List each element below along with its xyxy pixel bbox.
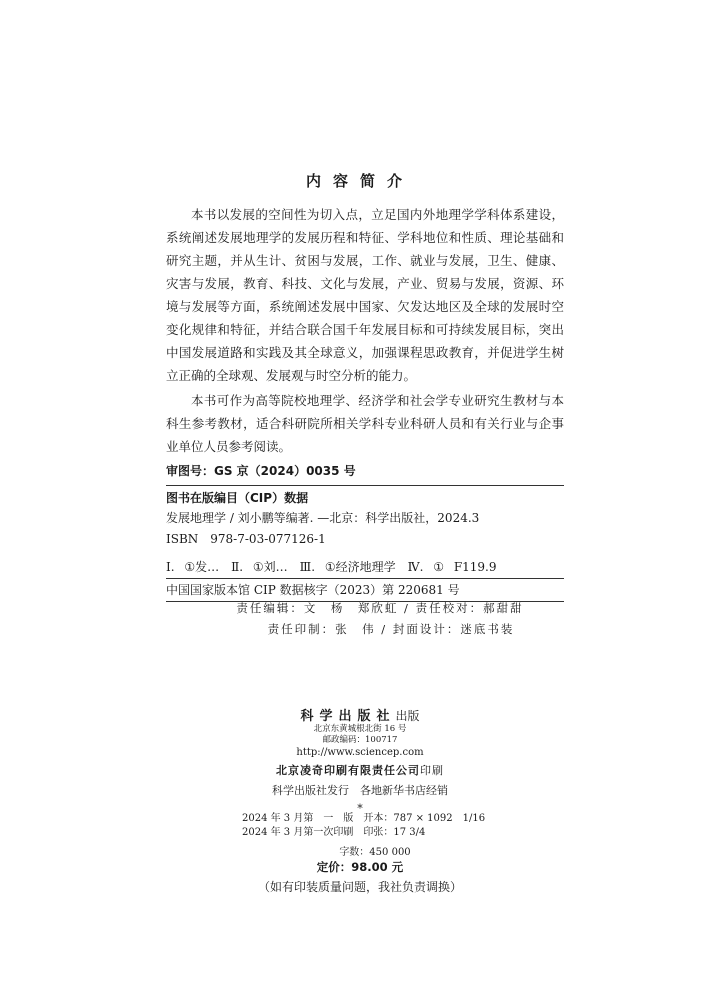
printer-name: 北京凌奇印刷有限责任公司 xyxy=(276,764,420,777)
publisher-url: http://www.sciencep.com xyxy=(296,747,424,758)
price: 定价：98.00 元 xyxy=(316,860,404,874)
summary-paragraph-1: 本书以发展的空间性为切入点，立足国内外地理学学科体系建设，系统阐述发展地理学的发展历程和特征、学科地位和性质、理论基础和研究主题，并从生计、贫困与发展，工作、就业与发展，卫生、健康、灾害与发展，教育、科技、文化与发展，产业、贸易与发展，资源、环境与发展等方面，系统阐述发展中国家、欠发达地区及全球的发展时空变化规律和特征，并结合联合国千年发展目标和可持续发展目标，突出中国发展道路和实践及其全球意义，加强课程思政教育，并促进学生树立正确的全球观、发展观与时空分析的能力。 xyxy=(166,207,564,383)
summary-body xyxy=(166,203,564,458)
distribution-line: 科学出版社发行 各地新华书店经销 xyxy=(272,784,448,797)
cip-block xyxy=(166,462,564,602)
publisher-address: 北京东黄城根北街 16 号 xyxy=(313,724,407,734)
publisher-name-line xyxy=(0,705,720,724)
book-format: 开本：787 × 1092 1/16 xyxy=(363,813,486,824)
cip-verification: 中国国家版本馆 CIP 数据核字（2023）第 220681 号 xyxy=(166,578,564,601)
separator-star: * xyxy=(357,802,363,815)
edition-row-1 xyxy=(242,812,485,826)
publisher-block xyxy=(0,705,720,816)
printer-suffix: 印刷 xyxy=(420,764,444,777)
print-sheets: 印张：17 3/4 xyxy=(363,827,426,838)
staff-credits xyxy=(0,598,720,640)
edition-info xyxy=(242,812,485,840)
publisher-name: 科学出版社 xyxy=(300,709,396,724)
cip-book-line: 发展地理学 / 刘小鹏等编著. —北京：科学出版社，2024.3 xyxy=(166,511,480,525)
publisher-postcode: 邮政编码：100717 xyxy=(322,735,398,745)
cip-classification: Ⅰ. ①发… Ⅱ. ①刘… Ⅲ. ①经济地理学 Ⅳ. ① F119.9 xyxy=(166,560,497,574)
map-review-number: 审图号：GS 京（2024）0035 号 xyxy=(166,464,356,478)
publisher-suffix: 出版 xyxy=(395,709,420,723)
summary-paragraph-2: 本书可作为高等院校地理学、经济学和社会学专业研究生教材与本科生参考教材，适合科研院所相关学科专业科研人员和有关行业与企事业单位人员参考阅读。 xyxy=(166,393,564,454)
staff-line-editors: 责任编辑：文 杨 郑欣虹 / 责任校对：郝甜甜 xyxy=(236,601,524,615)
cip-isbn: ISBN 978-7-03-077126-1 xyxy=(166,532,326,546)
staff-line-production: 责任印制：张 伟 / 封面设计：迷底书装 xyxy=(267,622,515,636)
first-print: 2024 年 3 月第一次印刷 xyxy=(242,827,354,838)
word-count: 字数：450 000 xyxy=(339,847,411,858)
cip-header: 图书在版编目（CIP）数据 xyxy=(166,491,309,505)
summary-title: 内容简介 xyxy=(305,172,414,190)
quality-notice: （如有印装质量问题，我社负责调换） xyxy=(257,880,462,894)
first-edition: 2024 年 3 月第 一 版 xyxy=(242,813,354,824)
edition-row-2 xyxy=(242,826,485,840)
printer-line xyxy=(0,760,720,782)
